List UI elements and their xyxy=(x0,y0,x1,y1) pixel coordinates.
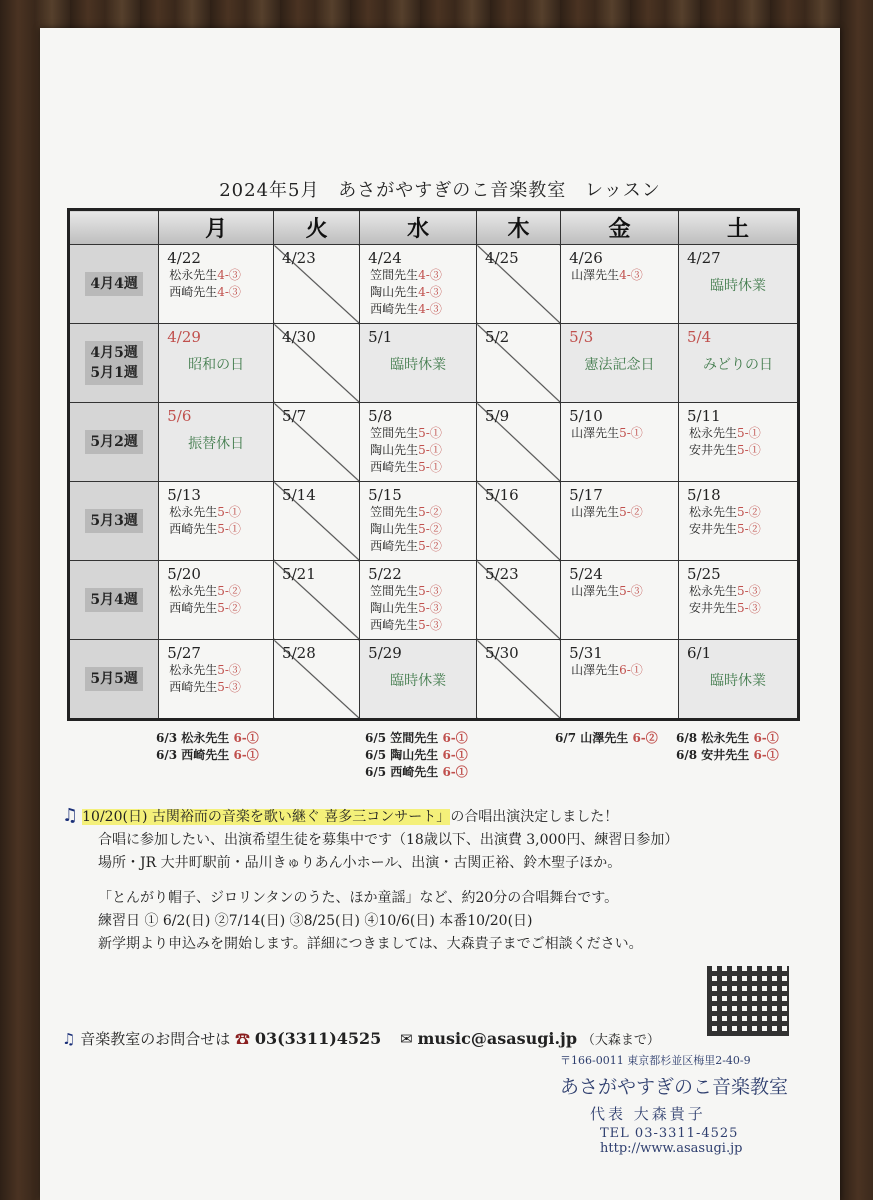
announcement-line5: 練習日 ① 6/2(日) ②7/14(日) ③8/25(日) ④10/6(日) 本番10/20(日) xyxy=(98,913,533,929)
cell-date: 4/30 xyxy=(282,328,316,346)
cell-date: 4/26 xyxy=(569,249,603,267)
cell-date: 5/11 xyxy=(687,407,721,425)
cell-date: 5/8 xyxy=(368,407,393,425)
qr-code[interactable] xyxy=(707,966,789,1036)
week-label: 5月5週 xyxy=(69,640,159,720)
day-cell xyxy=(274,482,360,561)
note-entry: 6/3 松永先生 6-① xyxy=(156,731,259,745)
lesson-entry: 松永先生4-③ xyxy=(169,268,241,282)
week-label: 5月3週 xyxy=(69,482,159,561)
holiday-label: 臨時休業 xyxy=(710,673,766,689)
lesson-entry: 山澤先生5-① xyxy=(571,426,643,440)
cell-date: 5/9 xyxy=(485,407,510,425)
day-header: 土 xyxy=(679,210,799,245)
announcement-line2: 合唱に参加したい、出演希望生徒を募集中です（18歳以下、出演費 3,000円、練習日参加） xyxy=(98,832,679,848)
day-header: 木 xyxy=(477,210,561,245)
week-row xyxy=(69,482,799,561)
music-note-icon: ♫ xyxy=(62,1030,76,1048)
lesson-entry: 西崎先生5-③ xyxy=(169,680,241,694)
day-cell xyxy=(561,324,679,403)
day-cell xyxy=(477,324,561,403)
week-label: 5月2週 xyxy=(69,403,159,482)
announcement xyxy=(62,804,678,956)
week-label: 4月5週 5月1週 xyxy=(69,324,159,403)
lesson-entry: 陶山先生4-③ xyxy=(370,285,442,299)
cell-date: 6/1 xyxy=(687,644,712,662)
lesson-entry: 松永先生5-③ xyxy=(689,584,761,598)
lesson-entry: 陶山先生5-① xyxy=(370,443,442,457)
lesson-entry: 松永先生5-③ xyxy=(169,663,241,677)
cell-date: 4/23 xyxy=(282,249,316,267)
schedule-table xyxy=(67,208,800,721)
note-entry: 6/5 笠間先生 6-① xyxy=(365,731,468,745)
day-cell xyxy=(561,482,679,561)
day-cell xyxy=(360,640,477,720)
day-cell xyxy=(274,324,360,403)
lesson-entry: 笠間先生4-③ xyxy=(370,268,442,282)
cell-date: 5/28 xyxy=(282,644,316,662)
lesson-entry: 松永先生5-① xyxy=(689,426,761,440)
day-cell xyxy=(159,561,274,640)
cell-date: 4/29 xyxy=(167,328,201,346)
cell-date: 5/24 xyxy=(569,565,603,583)
lesson-entry: 西崎先生5-③ xyxy=(370,618,442,632)
day-cell xyxy=(679,324,799,403)
lesson-entry: 陶山先生5-③ xyxy=(370,601,442,615)
mail-icon: ✉ xyxy=(400,1030,413,1048)
week-row xyxy=(69,640,799,720)
phone-icon: ☎ xyxy=(235,1030,251,1048)
day-header: 水 xyxy=(360,210,477,245)
day-cell xyxy=(159,640,274,720)
note-entry: 6/8 安井先生 6-① xyxy=(676,748,779,762)
contact-label: 音楽教室のお問合せは xyxy=(80,1030,231,1048)
lesson-entry: 山澤先生4-③ xyxy=(571,268,643,282)
week-row xyxy=(69,561,799,640)
day-cell xyxy=(561,403,679,482)
cell-date: 5/23 xyxy=(485,565,519,583)
cell-date: 5/17 xyxy=(569,486,603,504)
announcement-line1: の合唱出演決定しました！ xyxy=(450,809,619,825)
title-lesson: レッスン xyxy=(584,180,661,201)
day-cell xyxy=(561,561,679,640)
cell-date: 4/25 xyxy=(485,249,519,267)
day-cell xyxy=(159,403,274,482)
lesson-entry: 松永先生5-② xyxy=(169,584,241,598)
lesson-entry: 笠間先生5-① xyxy=(370,426,442,440)
lesson-entry: 西崎先生4-③ xyxy=(370,302,442,316)
lesson-entry: 安井先生5-② xyxy=(689,522,761,536)
day-cell xyxy=(274,640,360,720)
contact-phone[interactable]: 03(3311)4525 xyxy=(254,1029,382,1048)
lesson-entry: 陶山先生5-② xyxy=(370,522,442,536)
day-header: 金 xyxy=(561,210,679,245)
cell-date: 5/1 xyxy=(368,328,393,346)
lesson-entry: 山澤先生6-① xyxy=(571,663,643,677)
lesson-entry: 西崎先生4-③ xyxy=(169,285,241,299)
day-cell xyxy=(561,245,679,324)
cell-date: 5/27 xyxy=(167,644,201,662)
announcement-line6: 新学期より申込みを開始します。詳細につきましては、大森貴子までご相談ください。 xyxy=(98,936,643,952)
week-row xyxy=(69,245,799,324)
cell-date: 5/7 xyxy=(282,407,307,425)
note-entry: 6/5 西崎先生 6-① xyxy=(365,765,468,779)
week-row xyxy=(69,324,799,403)
cell-date: 4/27 xyxy=(687,249,721,267)
title-school: あさがやすぎのこ音楽教室 xyxy=(338,180,567,201)
title-year: 2024年5月 xyxy=(219,180,320,201)
cell-date: 5/20 xyxy=(167,565,201,583)
week-label: 5月4週 xyxy=(69,561,159,640)
paper-sheet xyxy=(40,28,840,1200)
holiday-label: 振替休日 xyxy=(188,436,245,452)
cell-date: 5/6 xyxy=(167,407,192,425)
lesson-entry: 安井先生5-③ xyxy=(689,601,761,615)
day-cell xyxy=(274,561,360,640)
announcement-line3: 場所・JR 大井町駅前・品川きゅりあん小ホール、出演・古関正裕、鈴木聖子ほか。 xyxy=(98,855,622,871)
address-rep: 代表 大森貴子 xyxy=(590,1105,706,1123)
day-cell xyxy=(360,324,477,403)
cell-date: 5/22 xyxy=(368,565,402,583)
lesson-entry: 安井先生5-① xyxy=(689,443,761,457)
cell-date: 5/25 xyxy=(687,565,721,583)
lesson-entry: 笠間先生5-② xyxy=(370,505,442,519)
note-entry: 6/3 西崎先生 6-① xyxy=(156,748,259,762)
day-cell xyxy=(477,640,561,720)
note-entry: 6/8 松永先生 6-① xyxy=(676,731,779,745)
cell-date: 5/18 xyxy=(687,486,721,504)
cell-date: 5/29 xyxy=(368,644,402,662)
day-cell xyxy=(679,640,799,720)
day-cell xyxy=(561,640,679,720)
holiday-label: 憲法記念日 xyxy=(584,357,655,373)
day-cell xyxy=(477,482,561,561)
contact-email-note: （大森まで） xyxy=(581,1033,660,1048)
cell-date: 4/22 xyxy=(167,249,201,267)
day-cell xyxy=(679,245,799,324)
notes-wednesday xyxy=(365,730,468,781)
day-cell xyxy=(679,482,799,561)
notes-saturday xyxy=(676,730,779,764)
address-block xyxy=(560,1052,788,1156)
cell-date: 4/24 xyxy=(368,249,402,267)
notes-monday xyxy=(156,730,259,764)
address-school: あさがやすぎのこ音楽教室 xyxy=(560,1076,789,1098)
music-note-icon: ♫ xyxy=(62,805,79,826)
day-header: 火 xyxy=(274,210,360,245)
cell-date: 5/14 xyxy=(282,486,316,504)
cell-date: 5/16 xyxy=(485,486,519,504)
lesson-entry: 笠間先生5-③ xyxy=(370,584,442,598)
lesson-entry: 松永先生5-② xyxy=(689,505,761,519)
lesson-entry: 松永先生5-① xyxy=(169,505,241,519)
holiday-label: 臨時休業 xyxy=(390,673,447,689)
day-cell xyxy=(360,561,477,640)
day-cell xyxy=(360,482,477,561)
holiday-label: みどりの日 xyxy=(703,357,773,373)
cell-date: 5/3 xyxy=(569,328,594,346)
day-cell xyxy=(477,561,561,640)
page-title xyxy=(40,176,840,202)
cell-date: 5/4 xyxy=(687,328,712,346)
lesson-entry: 西崎先生5-① xyxy=(169,522,241,536)
day-cell xyxy=(477,403,561,482)
address-zip: 〒166-0011 東京都杉並区梅里2-40-9 xyxy=(560,1054,751,1067)
announcement-line4: 「とんがり帽子、ジロリンタンのうた、ほか童謡」など、約20分の合唱舞台です。 xyxy=(98,890,619,906)
week-row xyxy=(69,403,799,482)
lesson-entry: 西崎先生5-① xyxy=(370,460,442,474)
day-cell xyxy=(274,403,360,482)
day-header: 月 xyxy=(159,210,274,245)
contact-email[interactable]: music@asasugi.jp xyxy=(417,1029,578,1048)
day-cell xyxy=(360,245,477,324)
cell-date: 5/30 xyxy=(485,644,519,662)
cell-date: 5/15 xyxy=(368,486,402,504)
address-web[interactable]: http://www.asasugi.jp xyxy=(600,1141,743,1156)
contact-line xyxy=(62,1028,660,1049)
day-cell xyxy=(274,245,360,324)
note-entry: 6/7 山澤先生 6-② xyxy=(555,731,658,745)
address-tel: TEL 03-3311-4525 xyxy=(600,1126,739,1141)
day-cell xyxy=(679,561,799,640)
day-cell xyxy=(159,324,274,403)
day-cell xyxy=(159,245,274,324)
holiday-label: 昭和の日 xyxy=(188,357,245,373)
lesson-entry: 山澤先生5-③ xyxy=(571,584,643,598)
holiday-label: 臨時休業 xyxy=(390,357,447,373)
lesson-entry: 西崎先生5-② xyxy=(370,539,442,553)
cell-date: 5/21 xyxy=(282,565,316,583)
concert-highlight: 10/20(日) 古関裕而の音楽を歌い継ぐ 喜多三コンサート」 xyxy=(82,809,451,825)
note-entry: 6/5 陶山先生 6-① xyxy=(365,748,468,762)
cell-date: 5/31 xyxy=(569,644,603,662)
day-cell xyxy=(360,403,477,482)
header-corner xyxy=(69,210,159,245)
notes-friday xyxy=(555,730,658,747)
day-cell xyxy=(679,403,799,482)
lesson-entry: 西崎先生5-② xyxy=(169,601,241,615)
week-label: 4月4週 xyxy=(69,245,159,324)
lesson-entry: 山澤先生5-② xyxy=(571,505,643,519)
holiday-label: 臨時休業 xyxy=(710,278,766,294)
cell-date: 5/10 xyxy=(569,407,603,425)
day-cell xyxy=(477,245,561,324)
day-cell xyxy=(159,482,274,561)
cell-date: 5/13 xyxy=(167,486,201,504)
cell-date: 5/2 xyxy=(485,328,510,346)
